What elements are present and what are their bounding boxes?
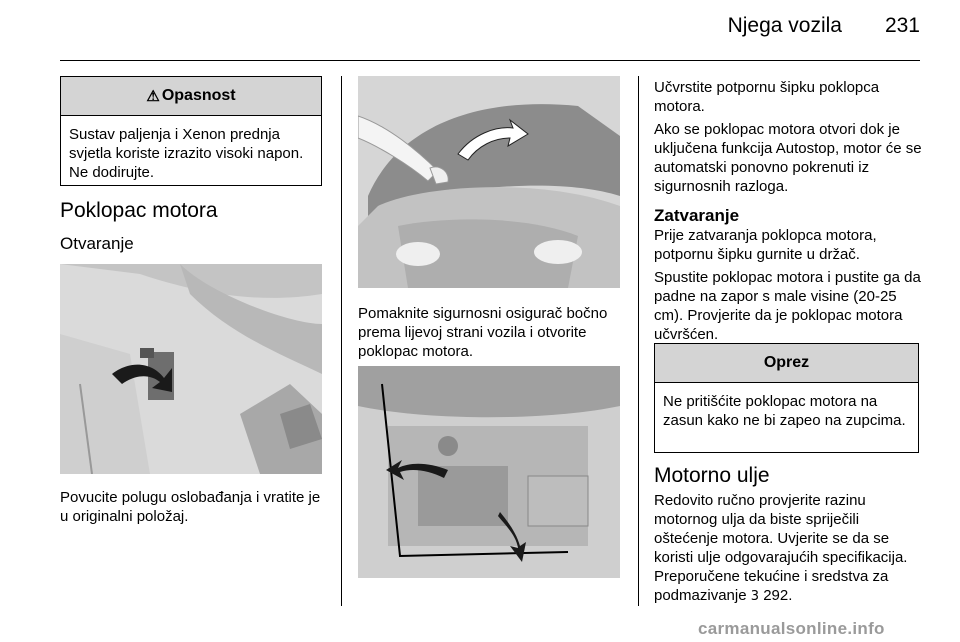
- header-divider: [60, 60, 920, 61]
- subsection-title-opening: Otvaranje: [60, 234, 134, 253]
- watermark: carmanualsonline.info: [698, 619, 885, 638]
- column-divider-1: [341, 76, 342, 606]
- caption-hood-opening: Pomaknite sigurnosni osigurač bočno prema lijevoj strani vozila i otvorite poklopac motora.: [358, 305, 608, 360]
- danger-box-header: [61, 77, 321, 116]
- text-prop-rod: Učvrstite potpornu šipku poklopca motora.: [654, 79, 880, 115]
- text-engine-oil: [654, 491, 924, 606]
- release-lever-illustration: [60, 264, 322, 474]
- warning-triangle-icon: ⚠: [146, 88, 160, 105]
- caution-box-text: Ne pritišćite poklopac motora na zasun kako ne bi zapeo na zupcima.: [663, 393, 906, 429]
- section-title-engine-oil: Motorno ulje: [654, 464, 770, 487]
- engine-bay-illustration: [358, 366, 620, 578]
- column-divider-2: [638, 76, 639, 606]
- caution-box: [654, 343, 919, 453]
- subsection-title-closing: Zatvaranje: [654, 206, 740, 225]
- caption-release-lever: Povucite polugu oslobađanja i vratite je u originalni položaj.: [60, 489, 321, 525]
- danger-box-text: Sustav paljenja i Xenon prednja svjetla koriste izrazito visoki napon. Ne dodirujte.: [69, 126, 304, 181]
- danger-box-title: Opasnost: [161, 87, 236, 104]
- engine-oil-body: Redovito ručno provjerite razinu motornog ulja da biste spriječili oštećenje motora. Uvjerite se da se koristi ulje odgovarajućih specifikacija. Preporučene tekućine i sredstva za podmazivanje: [654, 492, 908, 604]
- arrow-ref-icon: 3: [750, 589, 760, 604]
- page-reference-link[interactable]: 292.: [763, 587, 793, 604]
- caution-box-title: Oprez: [655, 344, 918, 383]
- hood-opening-illustration: [358, 76, 620, 288]
- section-title-hood: Poklopac motora: [60, 199, 218, 222]
- text-closing-2: Spustite poklopac motora i pustite ga da padne na zapor s male visine (20-25 cm). Provjerite da je poklopac motora učvršćen.: [654, 269, 921, 343]
- text-autostop: Ako se poklopac motora otvori dok je uključena funkcija Autostop, motor će se automatski ponovno pokrenuti iz sigurnosnih razloga.: [654, 121, 922, 195]
- page-number: 231: [884, 14, 920, 37]
- page-header-title: Njega vozila: [727, 14, 842, 37]
- danger-box: [60, 76, 322, 186]
- text-closing-1: Prije zatvaranja poklopca motora, potpornu šipku gurnite u držač.: [654, 227, 877, 263]
